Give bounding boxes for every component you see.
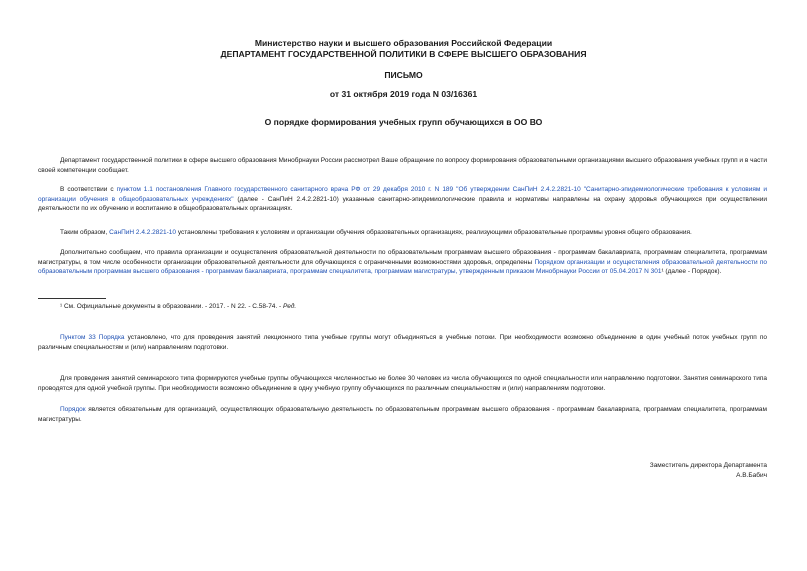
paragraph-text: (далее - СанПиН 2.4.2.2821-10) указанные санитарно-эпидемиологические правила и нормативы направлены на охрану здоровья обучающихся при осуществлении деятельности по их обучению и воспитанию в общеобразовательных организациях. [38,195,767,212]
footnote-editor: Ред. [283,303,297,310]
paragraph-sanpin-requirements [38,228,767,238]
paragraph-text: установлено, что для проведения занятий лекционного типа учебные группы могут объединяться в учебные потоки. При необходимости возможно объединение в один учебный поток учебных групп по различным специальностям и (или) направлениям подготовки. [38,334,767,351]
paragraph-text: Таким образом, [60,229,110,236]
signature-position: Заместитель директора Департамента [649,462,767,469]
paragraph-sanpin-basis [38,185,767,214]
paragraph-text: установлены требования к условиям и организации обучения образовательных организациях, реализующими образовательные программы уровня общего образования. [176,229,692,236]
paragraph-text: Дополнительно сообщаем, что правила организации и осуществления образовательной деятельности по образовательным программам высшего образования - программам бакалавриата, программам специалитета, программам магистратуры, в том числе особенности организации образовательной деятельности для обучающихся с ограниченными возможностями здоровья, определены [38,249,767,266]
sanpin-resolution-link[interactable]: пунктом 1.1 постановления Главного государственного санитарного врача РФ от 29 декабря 2010 г. N 189 "Об утверждении СанПиН 2.4.2.2821-10 "Санитарно-эпидемиологические требования к условиям и организации обучения в общеобразовательных учреждениях" [38,186,767,203]
procedure-item-33-link[interactable]: Пунктом 33 Порядка [60,334,125,341]
procedure-order-link[interactable]: Порядком организации и осуществления образовательной деятельности по образовательным программам высшего образования - программам бакалавриата, программам специалитета, программам магистратуры, утвержденным приказом Минобрнауки России от 05.04.2017 N 301 [38,258,767,275]
paragraph-obligation [38,405,767,424]
paragraph-text: ¹ (далее - Порядок). [661,268,722,275]
procedure-link[interactable]: Порядок [60,406,86,413]
paragraph-text: является обязательным для организаций, осуществляющих образовательную деятельность по образовательным программам высшего образования - программам бакалавриата, программам специалитета, программам магистратуры. [38,406,767,423]
paragraph-intro: Департамент государственной политики в сфере высшего образования Минобрнауки России рассмотрел Ваше обращение по вопросу формирования образовательными организациями высшего образования учебных групп и в части своей компетенции сообщает. [38,157,767,174]
paragraph-seminar-groups: Для проведения занятий семинарского типа формируются учебные группы обучающихся численностью не более 30 человек из числа обучающихся по одной специальности или направлению подготовки. Занятия семинарского типа проводятся для одной учебной группы. При необходимости возможно объединение в одну учебную группу обучающихся по различным специальностям и (или) направлениям подготовки. [38,375,767,392]
department-name: ДЕПАРТАМЕНТ ГОСУДАРСТВЕННОЙ ПОЛИТИКИ В СФЕРЕ ВЫСШЕГО ОБРАЗОВАНИЯ [220,49,587,59]
paragraph-procedure [38,248,767,277]
ministry-name: Министерство науки и высшего образования Российской Федерации [254,38,553,48]
paragraph-lecture-groups [38,333,767,352]
document-type: ПИСЬМО [384,70,423,80]
sanpin-link[interactable]: СанПиН 2.4.2.2821-10 [109,229,177,236]
document-subject: О порядке формирования учебных групп обучающихся в ОО ВО [264,117,543,127]
document-date-number: от 31 октября 2019 года N 03/16361 [329,89,478,99]
signature-name: А.В.Бабич [736,472,767,479]
paragraph-text: В соответствии с [60,186,117,193]
footnote-text: ¹ См. Официальные документы в образовании. - 2017. - N 22. - С.58-74. - [60,303,284,310]
footnote-divider [38,298,106,299]
footnote [60,302,296,311]
